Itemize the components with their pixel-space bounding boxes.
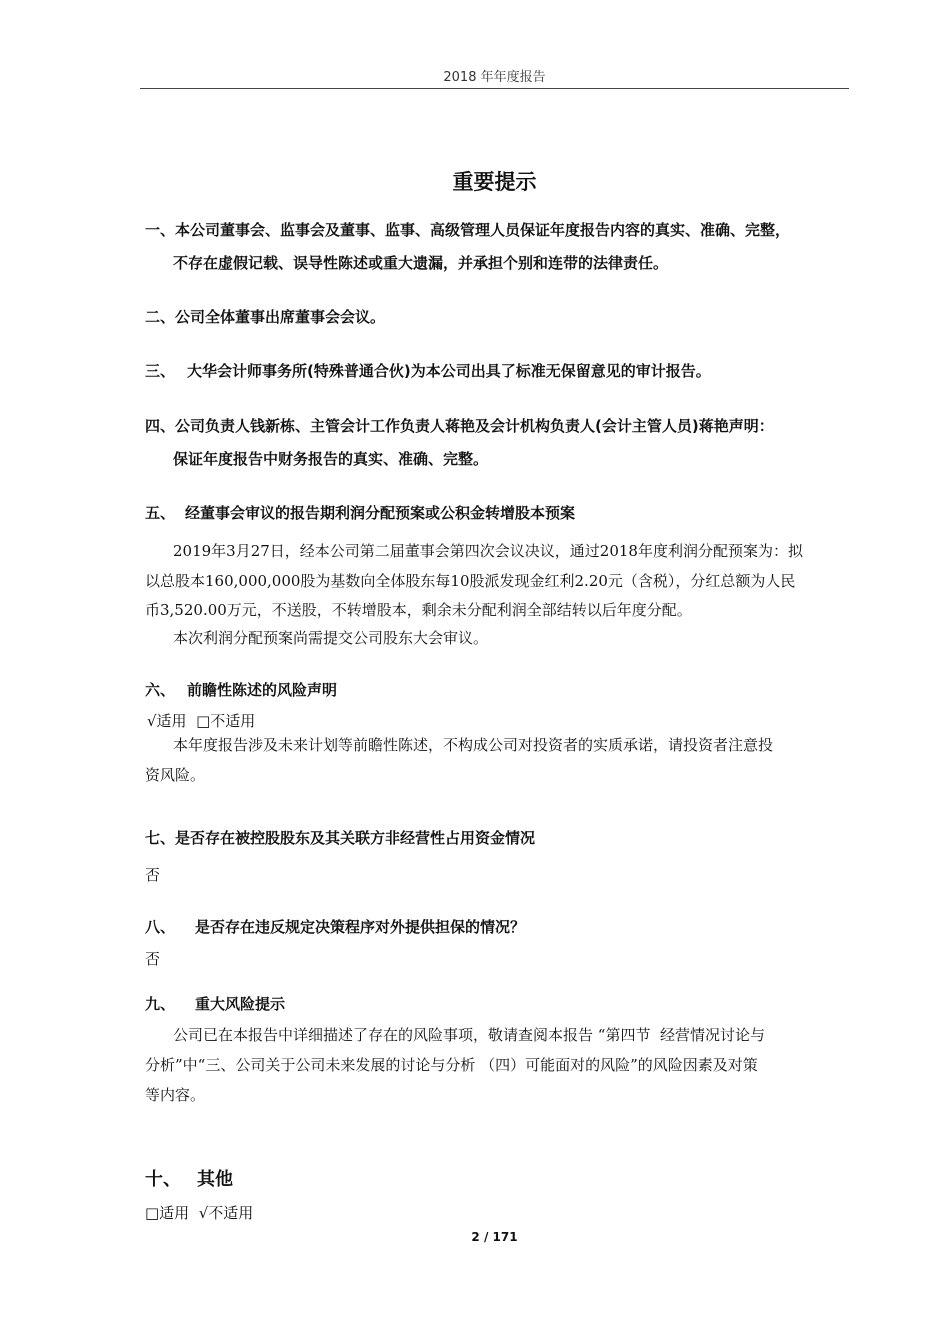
section-9-para-line3: 等内容。 <box>145 1086 206 1104</box>
section-4-line1 <box>145 415 774 436</box>
section-9-para-line1: 公司已在本报告中详细描述了存在的风险事项，敬请查阅本报告 “第四节 经营情况讨论与 <box>173 1026 765 1044</box>
section-3-text: 大华会计师事务所(特殊普通合伙)为本公司出具了标准无保留意见的审计报告。 <box>187 362 711 380</box>
section-7-number: 七、 <box>145 829 176 847</box>
section-2-number: 二、 <box>145 308 176 326</box>
section-8-text: 是否存在违反规定决策程序对外提供担保的情况？ <box>195 918 526 936</box>
section-5-heading <box>145 502 575 523</box>
section-9-para-line2: 分析”中“三、公司关于公司未来发展的讨论与分析 （四）可能面对的风险”的风险因素及对策 <box>145 1056 758 1074</box>
section-6-number: 六、 <box>145 681 176 699</box>
section-9-heading <box>145 993 285 1014</box>
page-header: 2018 年年度报告 <box>443 70 546 85</box>
section-1-number: 一、 <box>145 221 176 239</box>
section-7-answer: 否 <box>145 866 161 884</box>
section-6-para-line1: 本年度报告涉及未来计划等前瞻性陈述，不构成公司对投资者的实质承诺，请投资者注意投 <box>173 736 774 754</box>
section-6-applicability: √适用 □不适用 <box>147 712 256 730</box>
section-2 <box>145 306 385 327</box>
page-title: 重要提示 <box>452 170 537 194</box>
section-4-text: 公司负责人钱新栋、主管会计工作负责人蒋艳及会计机构负责人(会计主管人员)蒋艳声明： <box>175 417 774 435</box>
section-5-number: 五、 <box>145 504 176 522</box>
header-rule <box>140 88 849 89</box>
section-10-text: 其他 <box>197 1169 233 1190</box>
section-8-answer: 否 <box>145 950 161 968</box>
section-3-number: 三、 <box>145 362 176 380</box>
page-number: 2 / 171 <box>471 1230 518 1244</box>
section-9-text: 重大风险提示 <box>195 995 286 1013</box>
section-6-para-line2: 资风险。 <box>145 766 206 784</box>
section-10-number: 十、 <box>145 1169 181 1190</box>
section-7-text: 是否存在被控股股东及其关联方非经营性占用资金情况 <box>175 829 536 847</box>
section-1-line1 <box>145 219 790 240</box>
section-5-para-line1: 2019年3月27日，经本公司第二届董事会第四次会议决议，通过2018年度利润分配预案为：拟 <box>173 542 803 560</box>
section-4-line2: 保证年度报告中财务报告的真实、准确、完整。 <box>173 450 489 468</box>
section-2-text: 公司全体董事出席董事会会议。 <box>175 308 386 326</box>
section-7-heading <box>145 827 535 848</box>
section-9-number: 九、 <box>145 995 176 1013</box>
section-8-number: 八、 <box>145 918 176 936</box>
section-5-para2: 本次利润分配预案尚需提交公司股东大会审议。 <box>173 629 489 647</box>
section-4-number: 四、 <box>145 417 176 435</box>
section-10-applicability: □适用 √不适用 <box>145 1204 254 1222</box>
section-1-line2: 不存在虚假记载、误导性陈述或重大遗漏，并承担个别和连带的法律责任。 <box>173 254 669 272</box>
section-5-para-line2: 以总股本160,000,000股为基数向全体股东每10股派发现金红利2.20元（含税），分红总额为人民 <box>145 572 796 590</box>
section-1-text: 本公司董事会、监事会及董事、监事、高级管理人员保证年度报告内容的真实、准确、完整， <box>175 221 791 239</box>
section-8-heading <box>145 916 525 937</box>
section-6-text: 前瞻性陈述的风险声明 <box>187 681 338 699</box>
section-5-text: 经董事会审议的报告期利润分配预案或公积金转增股本预案 <box>185 504 576 522</box>
section-6-heading <box>145 679 337 700</box>
section-10-heading <box>145 1165 233 1191</box>
section-3 <box>145 360 711 381</box>
section-5-para-line3: 币3,520.00万元，不送股，不转增股本，剩余未分配利润全部结转以后年度分配。 <box>145 601 692 619</box>
